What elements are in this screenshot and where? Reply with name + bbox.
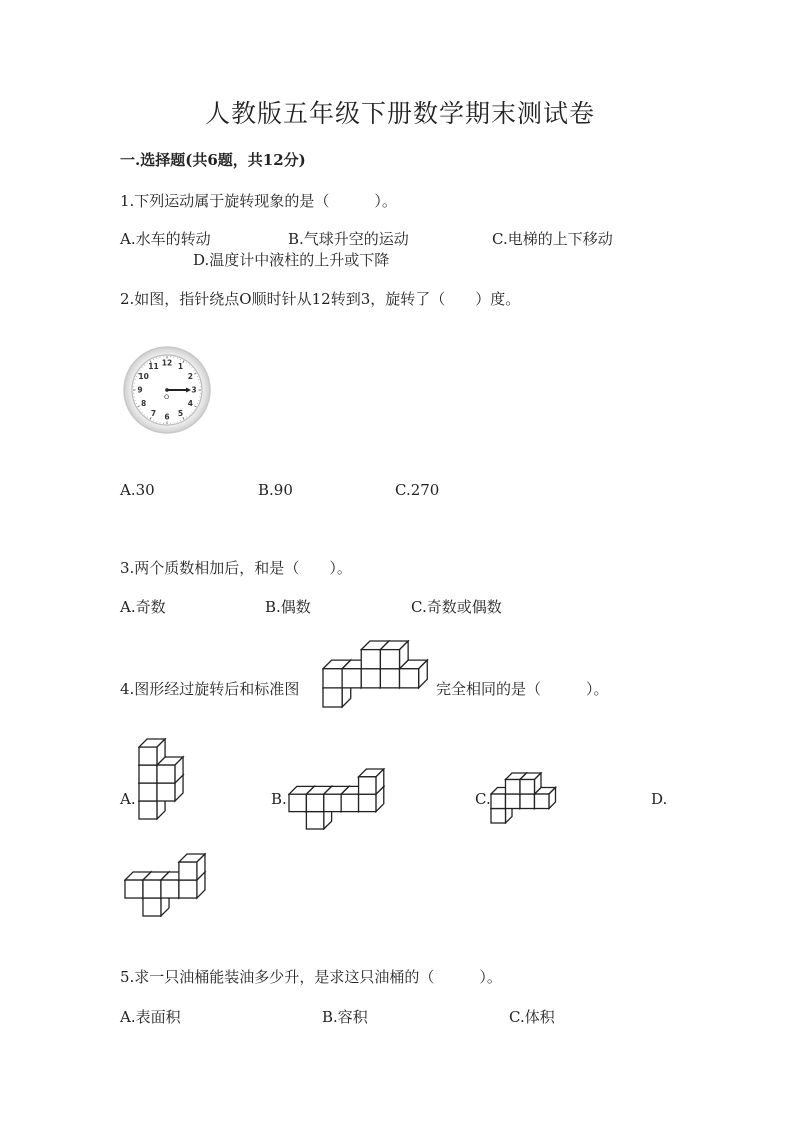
question-3-option-b: B.偶数	[265, 598, 311, 616]
clock-number-11: 11	[148, 362, 159, 372]
clock-number-7: 7	[150, 409, 157, 418]
clock-number-8: 8	[140, 399, 147, 409]
question-4-option-c: C.	[475, 790, 491, 808]
cube-front-face	[179, 862, 197, 880]
cube-front-face	[161, 880, 179, 898]
cube-front-face	[505, 794, 519, 808]
cube-front-face	[342, 669, 361, 688]
cube-front-face	[179, 880, 197, 898]
question-4-option-d: D.	[651, 790, 668, 808]
question-2-option-c: C.270	[395, 481, 440, 499]
cube-front-face	[323, 688, 342, 707]
cube-front-face	[289, 794, 306, 811]
question-5-option-c: C.体积	[509, 1008, 555, 1026]
question-3-option-a: A.奇数	[120, 598, 166, 616]
section-heading: 一.选择题(共6题，共12分)	[120, 151, 306, 169]
cube-front-face	[143, 898, 161, 916]
clock-number-4: 4	[187, 399, 194, 409]
option-c-cube-figure	[490, 772, 585, 824]
clock-number-2: 2	[187, 372, 194, 382]
question-3-option-c: C.奇数或偶数	[411, 598, 502, 616]
cube-front-face	[359, 777, 376, 794]
cube-front-face	[534, 794, 548, 808]
question-3-stem: 3.两个质数相加后，和是（ ）。	[120, 559, 352, 577]
option-d-cube-figure	[124, 853, 234, 917]
cube-front-face	[139, 747, 157, 765]
option-a-cube-figure	[138, 738, 208, 820]
clock-center-label: O	[164, 393, 170, 401]
question-1-stem: 1.下列运动属于旋转现象的是（ ）。	[120, 192, 397, 210]
cube-front-face	[306, 812, 323, 829]
question-4-option-b: B.	[271, 790, 287, 808]
question-4-stem-before: 4.图形经过旋转后和标准图	[120, 680, 300, 698]
question-5-option-a: A.表面积	[120, 1008, 181, 1026]
question-1-option-a: A.水车的转动	[120, 230, 211, 248]
cube-front-face	[125, 880, 143, 898]
clock-pivot	[165, 388, 169, 392]
cube-front-face	[157, 765, 175, 783]
clock-number-9: 9	[137, 385, 143, 395]
cube-front-face	[505, 780, 519, 794]
cube-front-face	[157, 783, 175, 801]
cube-front-face	[361, 669, 380, 688]
question-2-option-a: A.30	[120, 481, 155, 499]
cube-front-face	[323, 669, 342, 688]
cube-front-face	[139, 765, 157, 783]
question-4-stem-after: 完全相同的是（ ）。	[436, 680, 609, 698]
question-2-stem: 2.如图，指针绕点O顺时针从12转到3，旋转了（ ）度。	[120, 290, 521, 308]
question-1-option-b: B.气球升空的运动	[288, 230, 409, 248]
standard-cube-figure	[322, 640, 432, 708]
option-b-cube-figure	[288, 768, 408, 830]
clock-figure	[122, 345, 212, 435]
clock-number-12: 12	[161, 358, 173, 368]
cube-front-face	[520, 780, 534, 794]
cube-front-face	[341, 794, 358, 811]
cube-front-face	[491, 809, 505, 823]
question-1-option-d: D.温度计中液柱的上升或下降	[193, 251, 390, 269]
question-2-option-b: B.90	[258, 481, 293, 499]
cube-front-face	[324, 794, 341, 811]
cube-front-face	[139, 801, 157, 819]
question-5-option-b: B.容积	[322, 1008, 368, 1026]
cube-front-face	[361, 650, 380, 669]
clock-number-5: 5	[177, 409, 184, 418]
clock-number-1: 1	[177, 362, 184, 372]
cube-front-face	[359, 794, 376, 811]
question-1-option-c: C.电梯的上下移动	[492, 230, 613, 248]
question-5-stem: 5.求一只油桶能装油多少升，是求这只油桶的（ ）。	[120, 968, 502, 986]
cube-front-face	[520, 794, 534, 808]
cube-front-face	[400, 669, 419, 688]
cube-front-face	[306, 794, 323, 811]
cube-front-face	[491, 794, 505, 808]
cube-front-face	[380, 669, 399, 688]
cube-front-face	[139, 783, 157, 801]
page-title: 人教版五年级下册数学期末测试卷	[204, 99, 595, 128]
cube-front-face	[143, 880, 161, 898]
clock-number-10: 10	[138, 372, 149, 382]
clock-number-6: 6	[164, 412, 170, 422]
question-4-option-a: A.	[120, 790, 136, 808]
cube-front-face	[380, 650, 399, 669]
clock-number-3: 3	[191, 385, 197, 395]
